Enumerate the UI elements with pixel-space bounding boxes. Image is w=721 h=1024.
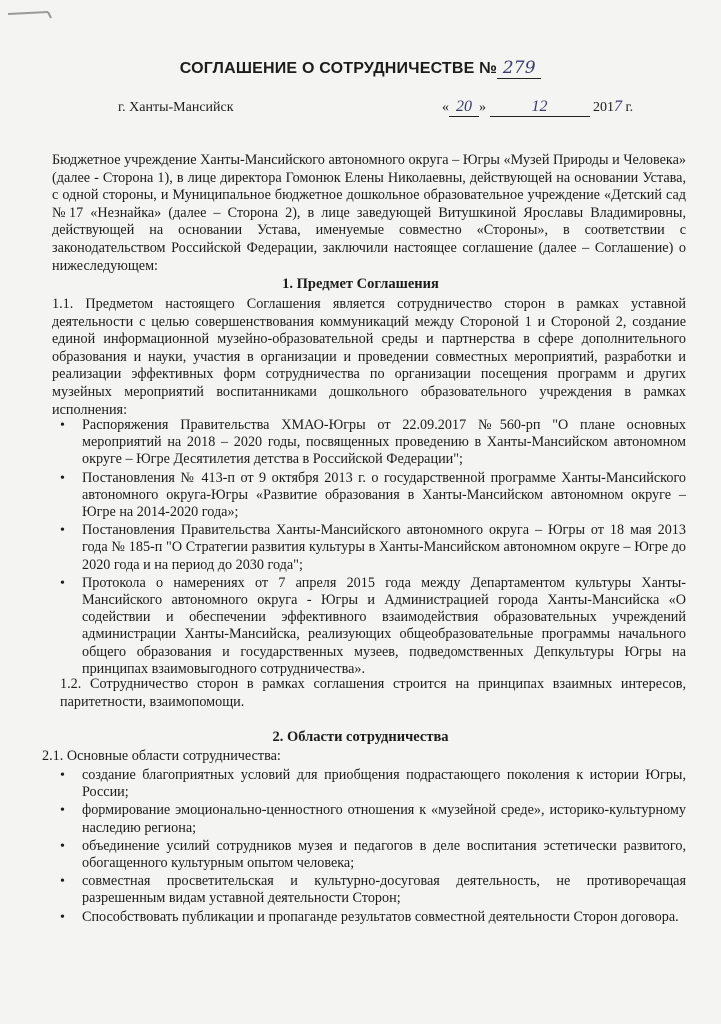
section-2-list — [52, 767, 686, 927]
document-title — [0, 58, 721, 79]
agreement-number: 279 — [497, 58, 541, 79]
list-item: • Протокола о намерениях от 7 апреля 2015 года между Департаментом культуры Ханты-Мансийского автономного округа - Югры и Администрацией города Ханты-Мансийска «О содействии и обеспечении эффективного взаимодействия образовательных учреждений администрации Ханты-Мансийска, реализующих общеобразовательные программы начального общего образования и государственных музеев, подведомственных Депкультуры Югры на принципах взаимовыгодного сотрудничества». — [52, 575, 686, 678]
list-item: • Способствовать публикации и пропаганде результатов совместной деятельности Сторон договора. — [52, 909, 686, 926]
list-item: • Постановления Правительства Ханты-Мансийского автономного округа – Югры от 18 мая 2013 года № 185-п "О Стратегии развития культуры в Ханты-Мансийском автономном округе – Югре до 2020 года и на период до 2030 года"; — [52, 522, 686, 574]
clause-1-2: 1.2. Сотрудничество сторон в рамках соглашения строится на принципах взаимных интересов, паритетности, взаимопомощи. — [60, 676, 686, 710]
date-year-suffix: г. — [625, 100, 634, 115]
list-item: • совместная просветительская и культурно-досуговая деятельность, не противоречащая разрешенным видам уставной деятельности Сторон; — [52, 873, 686, 907]
list-item: • Распоряжения Правительства ХМАО-Югры от 22.09.2017 №560-рп "О плане основных мероприятий на 2018 – 2020 годы, посвященных проведению в Ханты-Мансийском автономном округе – Югре Десятилетия детства в Российской Федерации"; — [52, 417, 686, 469]
list-item: • Постановления № 413-п от 9 октября 2013 г. о государственной программе Ханты-Мансийского автономного округа-Югры «Развитие образования в Ханты-Мансийском автономном округе – Югре на 2014-2020 года»; — [52, 470, 686, 522]
date-year-digit: 7 — [614, 98, 622, 115]
date-day: 20 — [449, 98, 479, 117]
clause-2-1: 2.1. Основные области сотрудничества: — [42, 748, 281, 764]
section-1-title: 1. Предмет Соглашения — [282, 276, 439, 292]
title-text: СОГЛАШЕНИЕ О СОТРУДНИЧЕСТВЕ № — [179, 60, 498, 77]
list-item: • формирование эмоционально-ценностного отношения к «музейной среде», историко-культурному наследию региона; — [52, 802, 686, 836]
list-item: • объединение усилий сотрудников музея и педагогов в деле воспитания эстетически развитого, обогащенного культурным опытом человека; — [52, 838, 686, 872]
date-month: 12 — [490, 98, 590, 117]
section-2-title: 2. Области сотрудничества — [272, 729, 449, 745]
date-open-quote: « — [442, 100, 449, 115]
document-date — [442, 98, 633, 117]
staple-mark — [4, 8, 56, 24]
date-close-quote: » — [479, 100, 486, 115]
list-item: • создание благоприятных условий для приобщения подрастающего поколения к истории Югры, России; — [52, 767, 686, 801]
section-1-list — [52, 417, 686, 679]
date-year-prefix: 201 — [593, 100, 614, 115]
city: г. Ханты-Мансийск — [118, 100, 234, 115]
preamble: Бюджетное учреждение Ханты-Мансийского автономного округа – Югры «Музей Природы и Человека» (далее - Сторона 1), в лице директора Гомонюк Елены Николаевны, действующей на основании Устава, с одной стороны, и Муниципальное бюджетное дошкольное образовательное учреждение «Детский сад №17 «Незнайка» (далее – Сторона 2), в лице заведующей Витушкиной Ярославы Владимировны, действующей на основании Устава, именуемые совместно «Стороны», в соответствии с законодательством Российской Федерации, заключили настоящее соглашение (далее – Соглашение) о нижеследующем: — [52, 152, 686, 274]
clause-1-1: 1.1. Предметом настоящего Соглашения является сотрудничество сторон в рамках уставной деятельности с целью совершенствования коммуникаций между Стороной 1 и Стороной 2, создание единой информационной музейно-образовательной среды и партнерства в сфере дополнительного образования и науки, участия в организации и проведении совместных мероприятий, разработки и реализации эффективных форм сотрудничества по организации посещения программ и других музейных мероприятий воспитанниками дошкольного образовательного учреждения в рамках исполнения: — [52, 296, 686, 418]
